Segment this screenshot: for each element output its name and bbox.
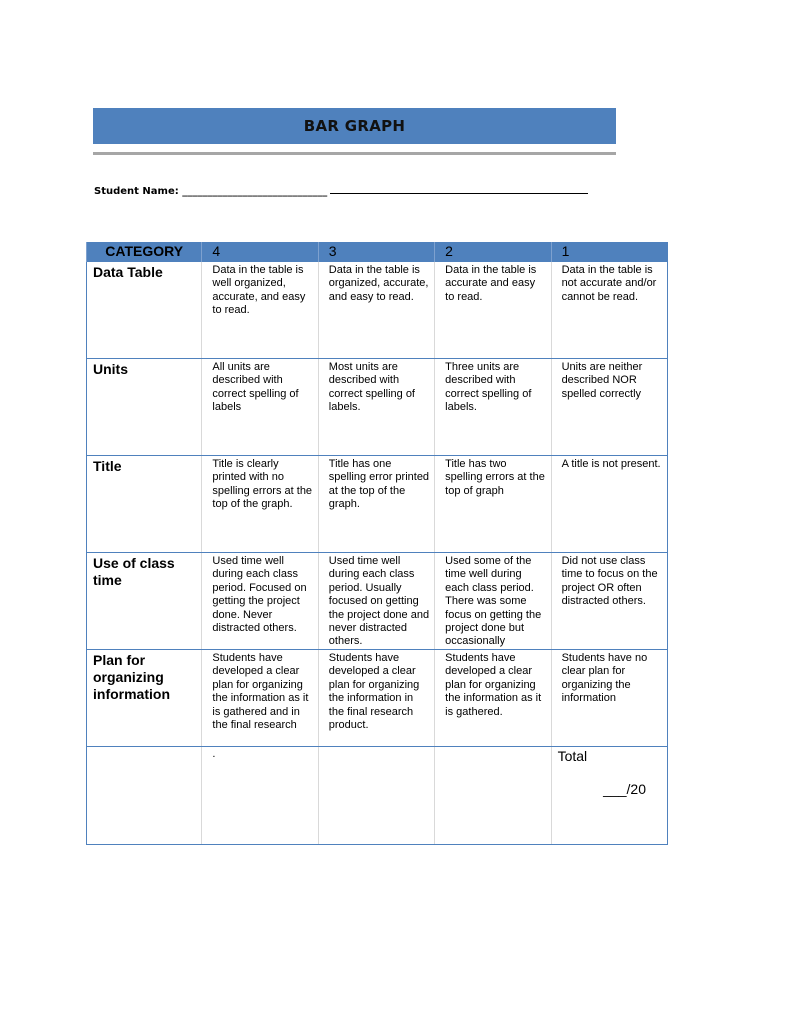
table-row bbox=[87, 650, 668, 747]
total-score: ___/20 bbox=[603, 781, 646, 797]
table-row bbox=[87, 359, 668, 456]
category-label: Data Table bbox=[93, 264, 163, 280]
criterion-cell: Students have developed a clear plan for organizing the information as it is gathered and in the final research bbox=[212, 652, 309, 732]
table-row bbox=[87, 553, 668, 650]
table-row bbox=[87, 456, 668, 553]
page-title: BAR GRAPH bbox=[303, 117, 406, 135]
criterion-cell: Used some of the time well during each class period. There was some focus on getting the project done but occasionally bbox=[445, 555, 542, 648]
column-header-category: CATEGORY bbox=[87, 242, 202, 262]
criterion-cell: Data in the table is accurate and easy to read. bbox=[445, 264, 537, 303]
column-header-3: 3 bbox=[318, 242, 434, 262]
criterion-cell: A title is not present. bbox=[561, 458, 661, 470]
category-label: Units bbox=[93, 361, 128, 377]
criterion-cell: Data in the table is not accurate and/or cannot be read. bbox=[561, 264, 657, 303]
criterion-cell: Students have developed a clear plan for organizing the information in the final research product. bbox=[328, 652, 420, 732]
category-label: Plan for organizing information bbox=[93, 652, 170, 702]
dot-mark: . bbox=[212, 748, 216, 760]
criterion-cell: Three units are described with correct spelling of labels. bbox=[445, 361, 532, 414]
criterion-cell: Title has one spelling error printed at the top of the graph. bbox=[328, 458, 430, 511]
total-row bbox=[87, 747, 668, 845]
criterion-cell: Data in the table is well organized, accurate, and easy to read. bbox=[212, 264, 306, 317]
criterion-cell: Did not use class time to focus on the project OR often distracted others. bbox=[561, 555, 658, 608]
criterion-cell: Most units are described with correct spelling of labels. bbox=[328, 361, 415, 414]
column-header-1: 1 bbox=[551, 242, 667, 262]
title-divider bbox=[93, 152, 616, 155]
criterion-cell: Title is clearly printed with no spelling errors at the top of the graph. bbox=[212, 458, 313, 511]
criterion-cell: Students have no clear plan for organizing the information bbox=[561, 652, 648, 705]
column-header-4: 4 bbox=[202, 242, 318, 262]
criterion-cell: Data in the table is organized, accurate, and easy to read. bbox=[328, 264, 429, 303]
column-header-2: 2 bbox=[435, 242, 551, 262]
criterion-cell: Title has two spelling errors at the top of graph bbox=[445, 458, 545, 497]
student-name-field bbox=[94, 186, 588, 197]
total-label: Total bbox=[557, 748, 588, 764]
criterion-cell: All units are described with correct spelling of labels bbox=[212, 361, 299, 414]
title-banner bbox=[93, 108, 616, 144]
rubric-table bbox=[86, 242, 668, 845]
category-label: Use of class time bbox=[93, 555, 175, 588]
category-label: Title bbox=[93, 458, 122, 474]
header-row bbox=[87, 242, 668, 262]
criterion-cell: Used time well during each class period. Usually focused on getting the project done and never distracted others. bbox=[328, 555, 430, 648]
criterion-cell: Units are neither described NOR spelled correctly bbox=[561, 361, 643, 400]
table-row bbox=[87, 262, 668, 359]
criterion-cell: Students have developed a clear plan for organizing the information as it is gathered. bbox=[445, 652, 542, 718]
criterion-cell: Used time well during each class period. Focused on getting the project done. Never distracted others. bbox=[212, 555, 307, 635]
student-name-line bbox=[330, 186, 588, 194]
student-name-label: Student Name: _____________________________ bbox=[94, 186, 328, 197]
